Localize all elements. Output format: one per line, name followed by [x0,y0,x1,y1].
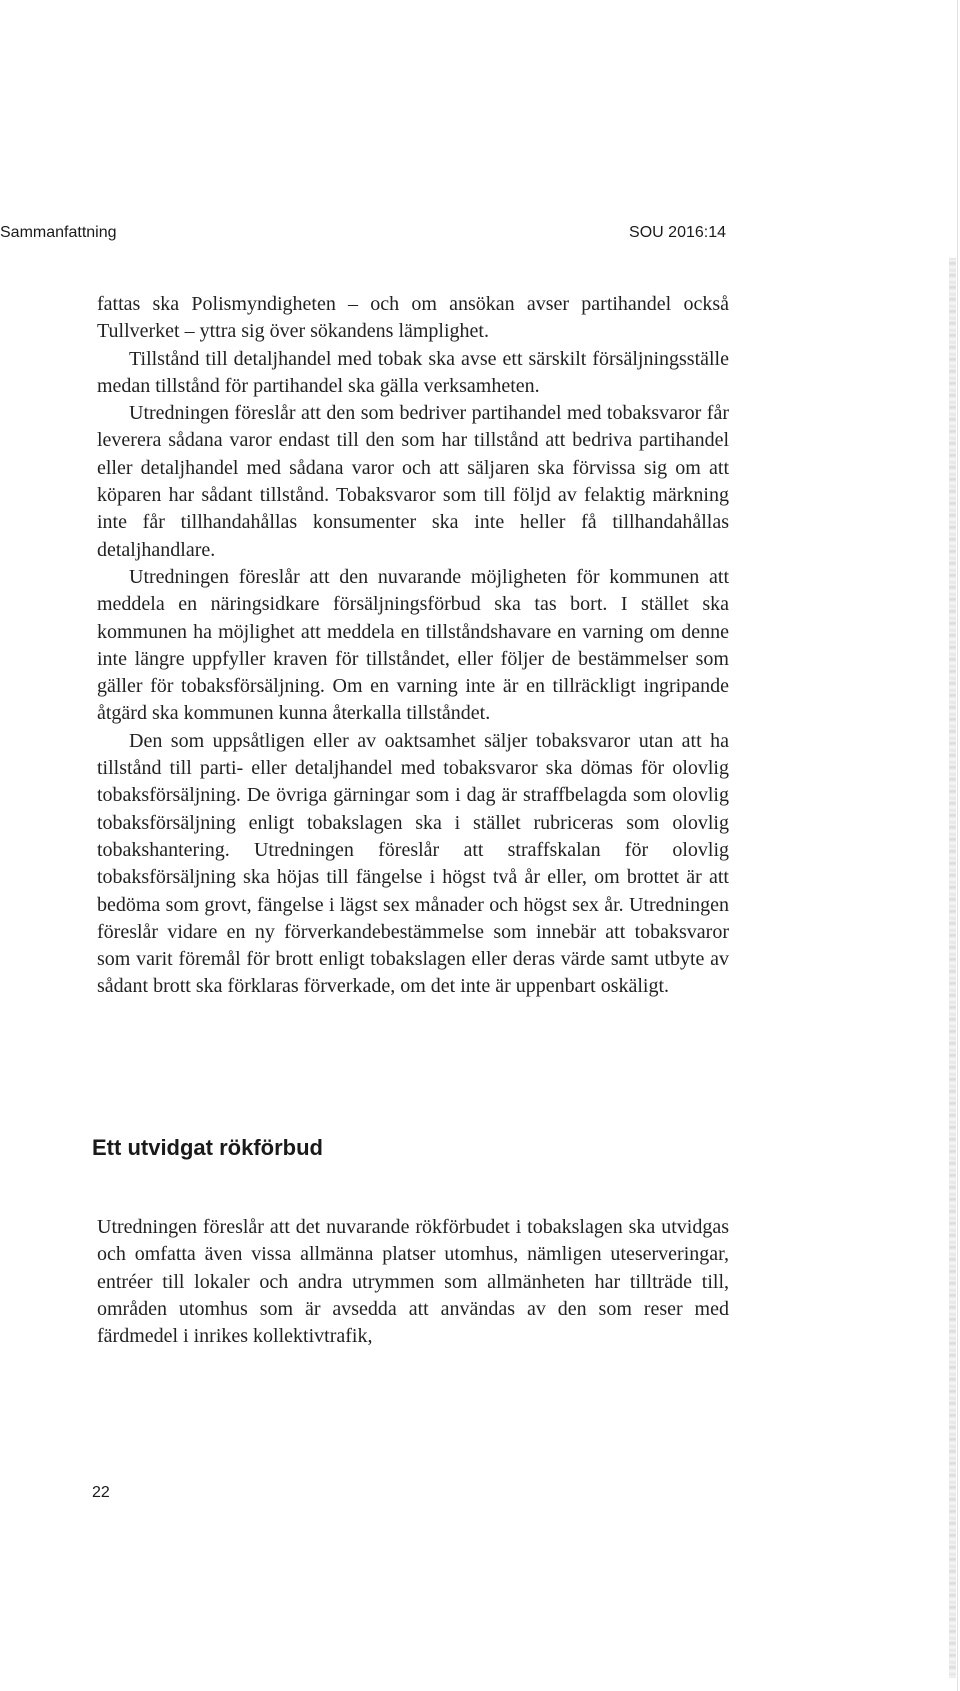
paragraph: Tillstånd till detaljhandel med tobak ska avse ett särskilt försäljningsställe medan tillstånd för partihandel ska gälla verksamheten. [97,347,729,397]
body-text-block [97,1214,729,1350]
paragraph: Den som uppsåtligen eller av oaktsamhet säljer tobaksvaror utan att ha tillstånd till parti- eller detaljhandel med tobaksvaror ska dömas för olovlig tobaksförsäljning. De övriga gärningar som i dag är straffbelagda som olovlig tobaksförsäljning enligt tobakslagen ska i stället rubriceras som olovlig tobakshantering. Utredningen föreslår att straffskalan för olovlig tobaksförsäljning ska höjas till fängelse i högst två år eller, om brottet är att bedöma som grovt, fängelse i lägst sex månader och högst sex år. Utredningen föreslår vidare en ny förverkandebestämmelse som innebär att tobaksvaror som varit föremål för brott enligt tobakslagen eller deras värde samt utbyte av sådant brott ska förklaras förverkade, om det inte är uppenbart oskäligt. [97,729,729,998]
page-number: 22 [92,1484,110,1501]
section-heading: Ett utvidgat rökförbud [92,1135,323,1160]
paragraph: Utredningen föreslår att den som bedriver partihandel med tobaksvaror får leverera sådana varor endast till den som har tillstånd att bedriva partihandel eller detaljhandel med sådana varor och att säljaren ska förvissa sig om att köparen har sådant tillstånd. Tobaksvaror som till följd av felaktig märkning inte får tillhandahållas konsumenter ska inte heller få tillhandahållas detaljhandlare. [97,402,729,561]
body-text-block [97,291,729,1001]
header-section-title: Sammanfattning [0,224,117,241]
scan-edge-line [957,0,958,1691]
scan-edge-artifact [949,258,956,1678]
paragraph: fattas ska Polismyndigheten – och om ansökan avser partihandel också Tullverket – yttra sig över sökandens lämplighet. [97,293,729,343]
paragraph: Utredningen föreslår att den nuvarande möjligheten för kommunen att meddela en näringsidkare försäljningsförbud ska tas bort. I stället ska kommunen ha möjlighet att meddela en tillståndshavare en varning om denne inte längre uppfyller kraven för tillståndet, eller följer de bestämmelser som gäller för tobaksförsäljning. Om en varning inte är en tillräckligt ingripande åtgärd ska kommunen kunna återkalla tillståndet. [97,565,729,725]
paragraph: Utredningen föreslår att det nuvarande rökförbudet i tobakslagen ska utvidgas och omfatta även vissa allmänna platser utomhus, nämligen uteserveringar, entréer till lokaler och andra utrymmen som allmänheten har tillträde till, områden utomhus som är avsedda att användas av den som reser med färdmedel i inrikes kollektivtrafik, [97,1216,729,1348]
running-header [0,224,726,248]
header-report-id: SOU 2016:14 [629,224,726,241]
